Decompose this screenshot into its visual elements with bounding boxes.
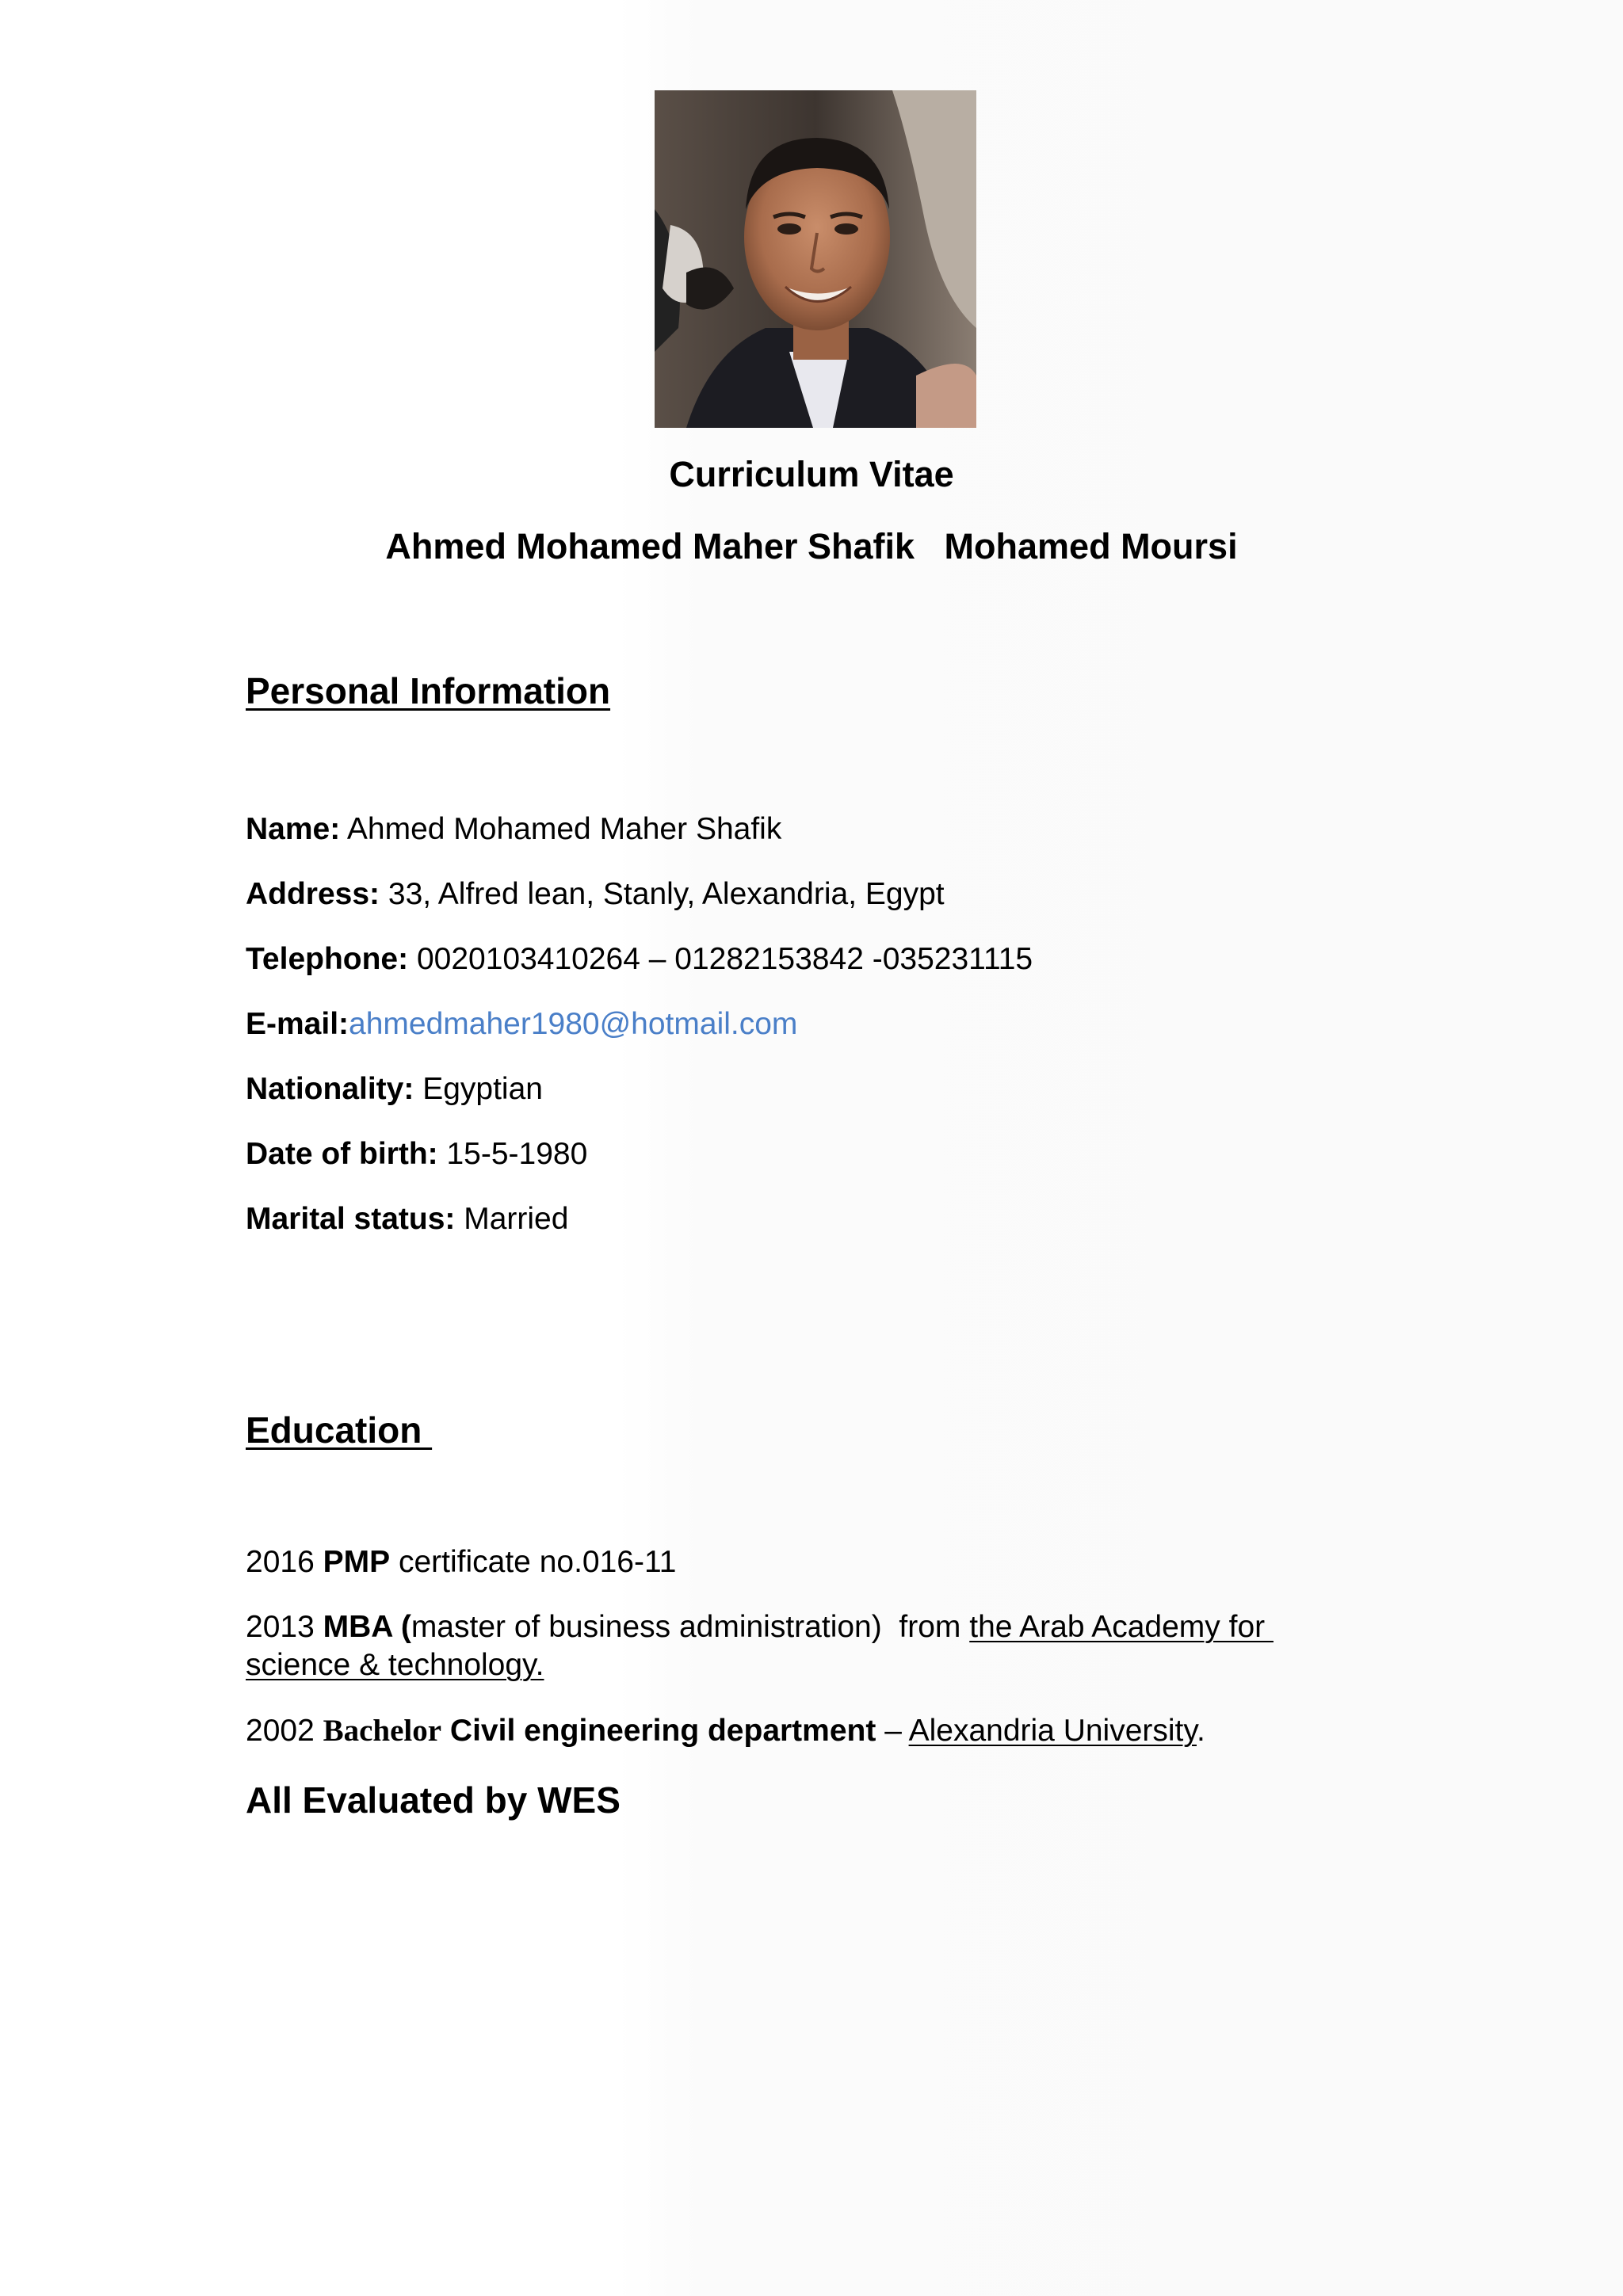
education-item-bachelor	[246, 1713, 1205, 1749]
name-label: Name:	[246, 812, 341, 846]
email-row	[246, 1007, 797, 1042]
education-end: .	[1197, 1714, 1205, 1748]
education-field: Civil engineering department	[441, 1714, 876, 1748]
education-year: 2016	[246, 1545, 323, 1579]
education-item-mba-continued	[246, 1648, 544, 1683]
name-value: Ahmed Mohamed Maher Shafik	[340, 812, 782, 846]
marital-status-value: Married	[455, 1202, 569, 1236]
profile-photo	[655, 90, 976, 428]
education-degree: MBA (	[323, 1610, 411, 1644]
personal-information-heading: Personal Information	[246, 670, 611, 711]
education-detail: master of business administration) from	[411, 1610, 970, 1644]
nationality-label: Nationality:	[246, 1072, 414, 1106]
address-label: Address:	[246, 877, 380, 911]
date-of-birth-label: Date of birth:	[246, 1137, 438, 1171]
education-separator: –	[876, 1714, 909, 1748]
nationality-row	[246, 1072, 543, 1107]
education-degree: PMP	[323, 1545, 391, 1579]
education-institution: Alexandria University	[908, 1714, 1197, 1748]
education-detail: certificate no.016-11	[390, 1545, 677, 1579]
marital-status-label: Marital status:	[246, 1202, 456, 1236]
document-title: Curriculum Vitae	[669, 454, 954, 494]
email-label: E-mail:	[246, 1007, 349, 1041]
nationality-value: Egyptian	[414, 1072, 543, 1106]
address-row	[246, 877, 945, 912]
telephone-label: Telephone:	[246, 942, 409, 976]
education-heading: Education	[246, 1409, 433, 1451]
education-institution: the Arab Academy for	[969, 1610, 1274, 1644]
date-of-birth-row	[246, 1137, 587, 1172]
education-year: 2013	[246, 1610, 323, 1644]
education-degree: Bachelor	[323, 1714, 442, 1748]
telephone-row	[246, 942, 1033, 977]
education-item-mba	[246, 1610, 1274, 1645]
marital-status-row	[246, 1202, 568, 1237]
evaluation-note: All Evaluated by WES	[246, 1779, 621, 1821]
education-institution-continued: science & technology.	[246, 1648, 544, 1682]
full-name: Ahmed Mohamed Maher Shafik Mohamed Moursi	[385, 526, 1238, 566]
name-row	[246, 812, 781, 847]
address-value: 33, Alfred lean, Stanly, Alexandria, Egypt	[380, 877, 945, 911]
telephone-value: 0020103410264 – 01282153842 -035231115	[408, 942, 1033, 976]
education-item-pmp	[246, 1545, 676, 1580]
date-of-birth-value: 15-5-1980	[437, 1137, 588, 1171]
email-link[interactable]: ahmedmaher1980@hotmail.com	[349, 1007, 798, 1041]
education-year: 2002	[246, 1714, 323, 1748]
